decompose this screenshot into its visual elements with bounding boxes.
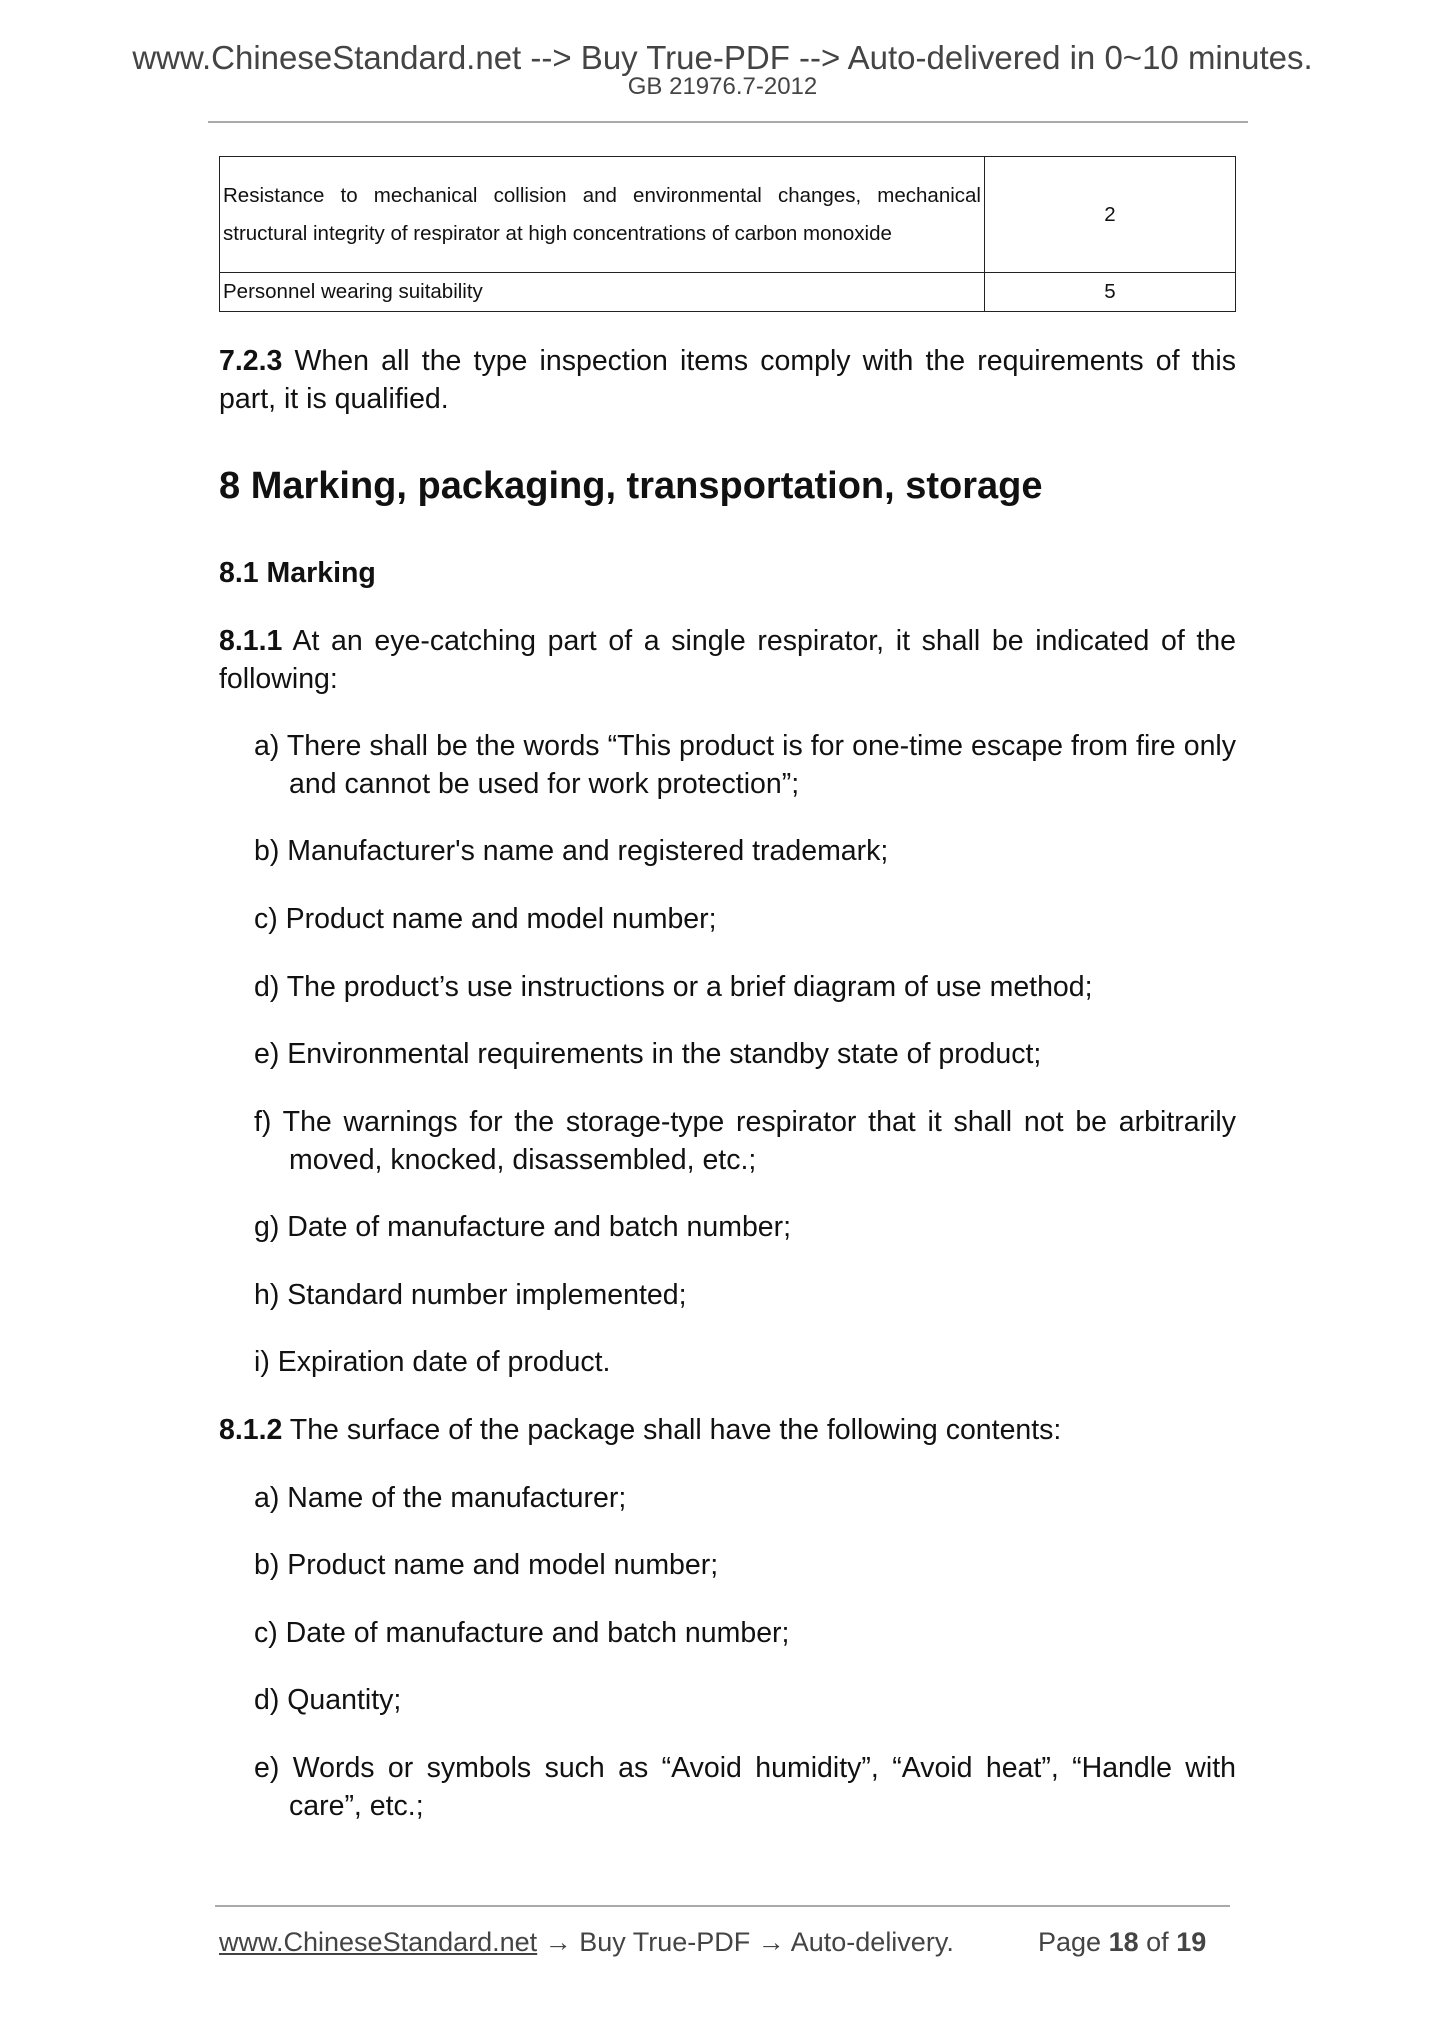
- section-heading: 8 Marking, packaging, transportation, storage: [219, 465, 1043, 507]
- clause-7-2-3: [219, 342, 1236, 418]
- list-item: i) Expiration date of product.: [254, 1346, 611, 1378]
- clause-text: The surface of the package shall have the following contents:: [282, 1414, 1062, 1446]
- footer-text: [219, 1925, 954, 1959]
- clause-number: 8.1.1: [219, 625, 283, 657]
- clause-8-1-1: [219, 622, 1236, 698]
- list-item: g) Date of manufacture and batch number;: [254, 1211, 792, 1243]
- inspection-table: [219, 156, 1236, 312]
- table-cell-item: Personnel wearing suitability: [220, 273, 985, 312]
- list-item: b) Product name and model number;: [254, 1549, 719, 1581]
- page-number: 18: [1108, 1927, 1139, 1957]
- header-banner: www.ChineseStandard.net --> Buy True-PDF --> Auto-delivered in 0~10 minutes.: [132, 39, 1313, 76]
- list-item: d) Quantity;: [254, 1684, 402, 1716]
- header-divider: [208, 121, 1248, 123]
- page-indicator: [1038, 1925, 1206, 1959]
- of-label: of: [1146, 1927, 1169, 1957]
- page-label: Page: [1038, 1927, 1102, 1957]
- list-item: c) Date of manufacture and batch number;: [254, 1617, 790, 1649]
- list-item: e) Environmental requirements in the standby state of product;: [254, 1038, 1042, 1070]
- table-cell-value: 5: [985, 273, 1236, 312]
- clause-8-1-2: [219, 1411, 1236, 1449]
- table-row: [220, 273, 1236, 312]
- clause-number: 8.1.2: [219, 1414, 283, 1446]
- table-cell-value: 2: [985, 157, 1236, 273]
- list-item: h) Standard number implemented;: [254, 1279, 687, 1311]
- clause-text: At an eye-catching part of a single respirator, it shall be indicated of the following:: [219, 625, 1236, 695]
- list-item: a) Name of the manufacturer;: [254, 1482, 627, 1514]
- list-item: d) The product’s use instructions or a brief diagram of use method;: [254, 971, 1093, 1003]
- clause-text: When all the type inspection items comply with the requirements of this part, it is qualified.: [219, 345, 1236, 415]
- list-item: a) There shall be the words “This product is for one-time escape from fire only and cannot be used for work protection”;: [254, 730, 1236, 800]
- footer-tagline: → Buy True-PDF → Auto-delivery.: [537, 1927, 954, 1957]
- page-total: 19: [1176, 1927, 1207, 1957]
- footer-divider: [215, 1905, 1230, 1907]
- clause-number: 7.2.3: [219, 345, 283, 377]
- list-item: e) Words or symbols such as “Avoid humidity”, “Avoid heat”, “Handle with care”, etc.;: [254, 1752, 1236, 1822]
- list-item: f) The warnings for the storage-type respirator that it shall not be arbitrarily moved, knocked, disassembled, etc.;: [254, 1106, 1236, 1176]
- standard-number: GB 21976.7-2012: [627, 73, 818, 100]
- list-item: b) Manufacturer's name and registered trademark;: [254, 835, 889, 867]
- footer-link[interactable]: www.ChineseStandard.net: [219, 1927, 538, 1957]
- table-row: [220, 157, 1236, 273]
- list-item: c) Product name and model number;: [254, 903, 717, 935]
- subsection-heading: 8.1 Marking: [219, 557, 376, 589]
- table-cell-item: Resistance to mechanical collision and environmental changes, mechanical structural integrity of respirator at high concentrations of carbon monoxide: [220, 157, 985, 273]
